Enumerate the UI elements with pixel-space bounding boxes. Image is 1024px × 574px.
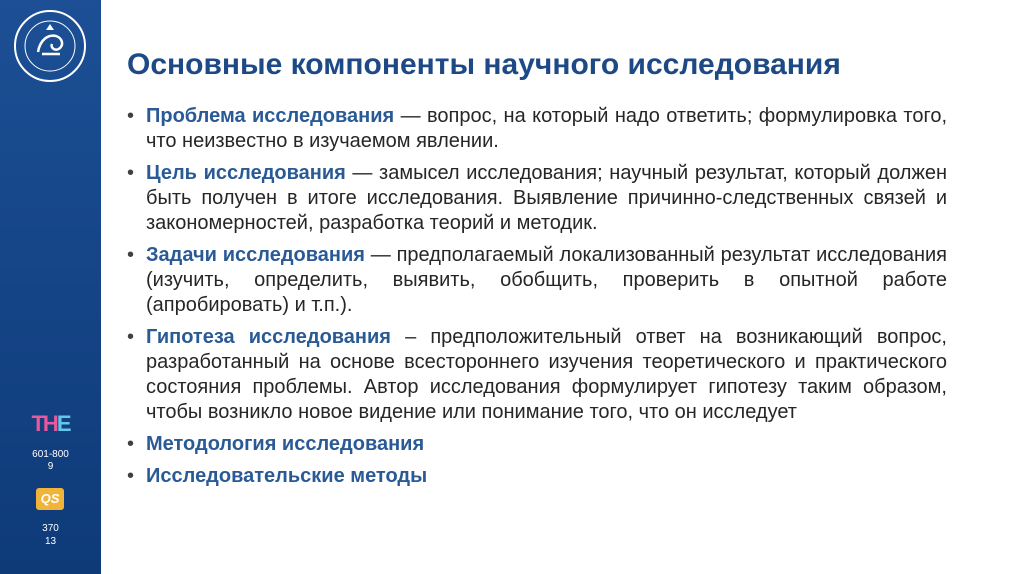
qs-ranking-position: 370 (42, 523, 59, 534)
the-ranking-position: 9 (47, 461, 54, 472)
bullet-tasks (127, 243, 947, 318)
bullet-text: — замысел исследования; научный результат, который должен быть получен в итоге исследования. Выявление причинно-следственных связей и закономерностей, разработка теорий и методик. (146, 162, 947, 234)
sidebar (0, 0, 101, 574)
bullet-text: — предполагаемый локализованный результат исследования (изучить, определить, выявить, обобщить, проверить в опытной работе (апробировать) и т.п.). (146, 244, 948, 316)
bullet-term: Проблема исследования (146, 105, 395, 127)
the-ranking-logo: THE (31, 411, 70, 436)
bullet-term: Методология исследования (146, 433, 425, 455)
qs-ranking-logo: QS (36, 488, 64, 510)
bullet-hypothesis (127, 325, 947, 425)
university-emblem-icon (12, 8, 88, 84)
slide-title: Основные компоненты научного исследования (127, 48, 841, 81)
bullet-term: Цель исследования (146, 162, 346, 184)
bullet-text: – предположительный ответ на возникающий вопрос, разработанный на основе всестороннего изучения теоретического и практического состояния проблемы. Автор исследования формулирует гипотезу таким образом, чтобы возникло новое видение или понимание того, что он исследует (146, 326, 947, 423)
bullet-text: — вопрос, на который надо ответить; формулировка того, что неизвестно в изучаемом явлении. (146, 105, 947, 152)
bullet-goal (127, 161, 947, 236)
the-ranking-range: 601-800 (32, 449, 69, 460)
bullet-problem (127, 104, 947, 154)
bullet-methods (127, 464, 947, 489)
qs-ranking-subposition: 13 (44, 536, 57, 547)
bullet-methodology (127, 432, 947, 457)
bullet-term: Исследовательские методы (146, 465, 428, 487)
bullet-term: Гипотеза исследования (146, 326, 391, 348)
bullet-term: Задачи исследования (146, 244, 365, 266)
bullet-list (127, 104, 947, 496)
